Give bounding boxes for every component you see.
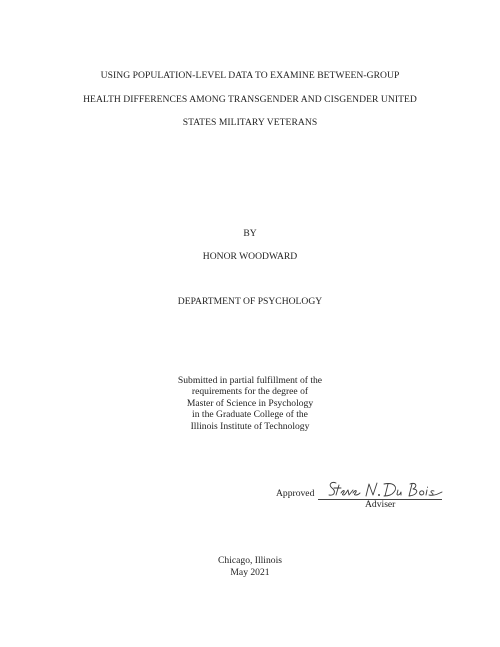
approval-block: [276, 482, 446, 516]
author-name: HONOR WOODWARD: [202, 251, 298, 262]
department-name: DEPARTMENT OF PSYCHOLOGY: [177, 296, 323, 307]
adviser-signature: [326, 479, 446, 501]
submission-line-2: requirements for the degree of: [191, 386, 309, 398]
by-label: BY: [243, 228, 257, 239]
city: Chicago, Illinois: [218, 555, 282, 566]
submission-statement: [0, 375, 500, 432]
submission-line-1: Submitted in partial fulfillment of the: [177, 375, 323, 386]
submission-line-4: in the Graduate College of the: [192, 409, 308, 421]
submission-line-5: Illinois Institute of Technology: [190, 420, 310, 432]
adviser-label: Adviser: [365, 499, 396, 510]
submission-line-3: Master of Science in Psychology: [186, 397, 314, 409]
title-line-1: USING POPULATION-LEVEL DATA TO EXAMINE BETWEEN-GROUP: [100, 70, 400, 81]
date: May 2021: [230, 567, 270, 578]
title-line-3: STATES MILITARY VETERANS: [182, 117, 318, 128]
approved-label: Approved: [276, 488, 315, 499]
title-line-2: HEALTH DIFFERENCES AMONG TRANSGENDER AND CISGENDER UNITED: [83, 94, 417, 105]
